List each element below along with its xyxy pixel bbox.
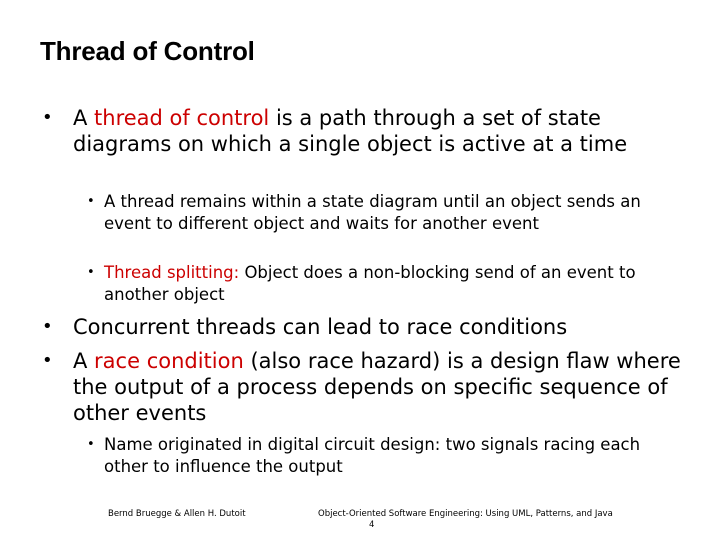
- bullet-text-pre: A: [73, 106, 95, 130]
- bullet-marker: •: [42, 107, 53, 128]
- subbullet-text: Name originated in digital circuit design: two signals racing each other to influence the output: [104, 435, 641, 476]
- bullet-text-post: (also race hazard) is a design flaw where the output of a process depends on specific sequence of other events: [73, 349, 681, 425]
- bullet-marker: •: [42, 350, 53, 371]
- subbullet-text-post: Object does a non-blocking send of an event to another object: [104, 263, 636, 304]
- bullet-text: [73, 105, 682, 157]
- footer-book-title: Object-Oriented Software Engineering: Using UML, Patterns, and Java: [318, 509, 613, 519]
- subbullet-thread-remains: [87, 191, 687, 235]
- term-thread-of-control: thread of control: [94, 106, 270, 130]
- subbullet-name-originated: [87, 434, 687, 478]
- footer-authors: Bernd Bruegge & Allen H. Dutoit: [108, 509, 246, 519]
- bullet-text: Concurrent threads can lead to race conditions: [73, 315, 568, 339]
- page-number: 4: [369, 520, 375, 530]
- bullet-concurrent-threads: [42, 314, 682, 340]
- subbullet-text: [104, 262, 687, 306]
- subbullet-marker: •: [87, 194, 95, 209]
- subbullet-text: A thread remains within a state diagram until an object sends an event to different object and waits for another event: [104, 192, 641, 233]
- term-race-condition: race condition: [94, 349, 244, 373]
- term-thread-splitting: Thread splitting:: [104, 263, 240, 282]
- bullet-thread-of-control: [42, 105, 682, 157]
- subbullet-marker: •: [87, 437, 95, 452]
- slide-title: Thread of Control: [40, 36, 255, 66]
- bullet-marker: •: [42, 316, 53, 337]
- subbullet-marker: •: [87, 265, 95, 280]
- bullet-race-condition: [42, 348, 682, 426]
- bullet-text: [73, 348, 682, 426]
- bullet-text-post: is a path through a set of state diagrams on which a single object is active at a time: [73, 106, 628, 156]
- bullet-text-pre: A: [73, 349, 95, 373]
- footer-book: [318, 509, 648, 519]
- subbullet-thread-splitting: [87, 262, 687, 306]
